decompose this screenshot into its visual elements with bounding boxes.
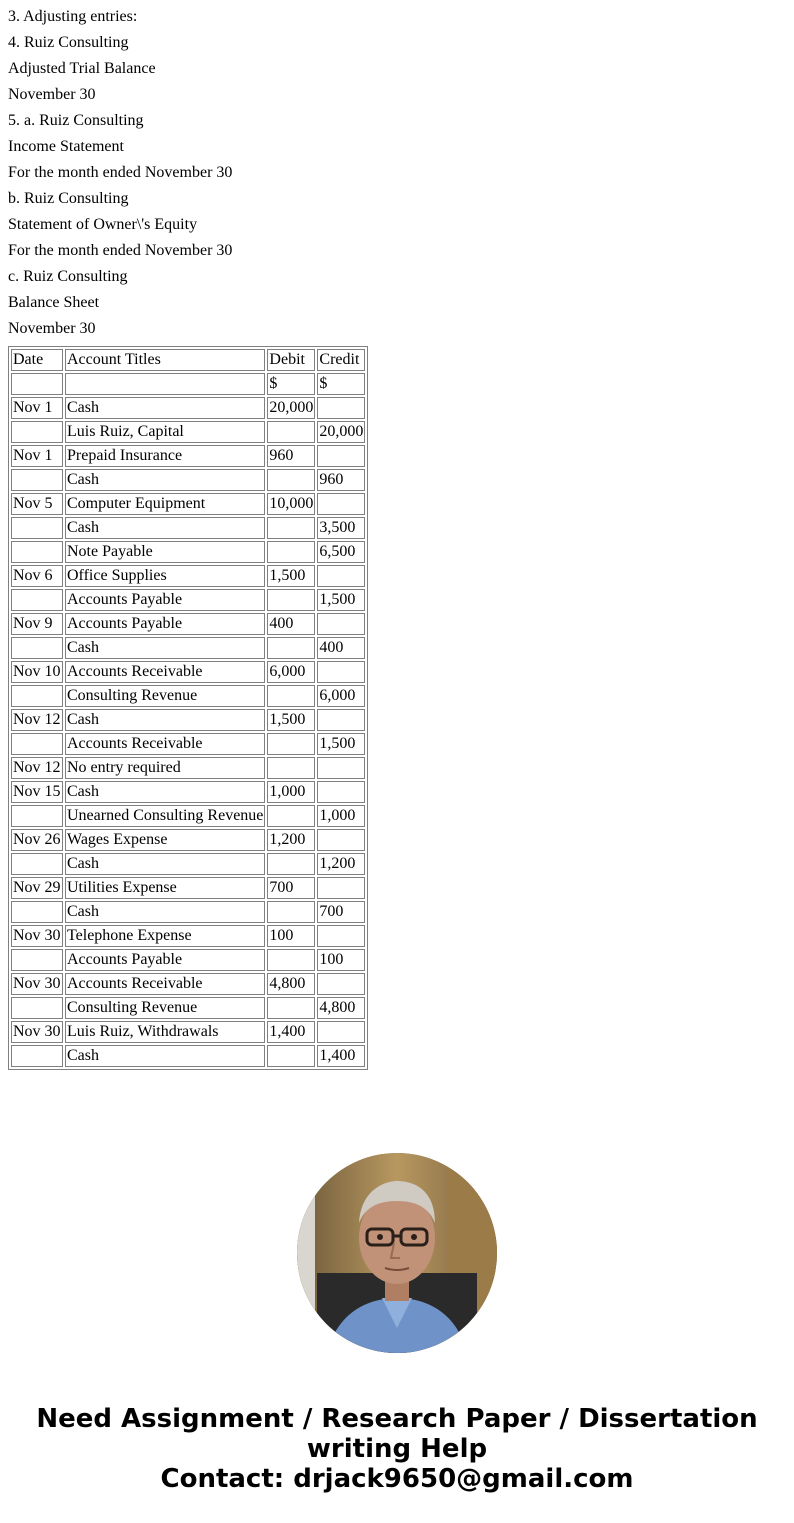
- heading-line: Balance Sheet: [8, 294, 100, 311]
- table-row: [11, 757, 365, 779]
- credit-cell: [317, 1021, 365, 1043]
- debit-cell: 20,000: [267, 397, 315, 419]
- date-cell: [11, 421, 63, 443]
- heading-line: 4. Ruiz Consulting: [8, 34, 129, 51]
- account-title-cell: Note Payable: [65, 541, 265, 563]
- account-title-cell: [65, 373, 265, 395]
- credit-cell: 6,000: [317, 685, 365, 707]
- account-title-cell: Prepaid Insurance: [65, 445, 265, 467]
- date-cell: Nov 26: [11, 829, 63, 851]
- debit-cell: 960: [267, 445, 315, 467]
- date-cell: [11, 733, 63, 755]
- heading-line: 5. a. Ruiz Consulting: [8, 112, 144, 129]
- credit-cell: $: [317, 373, 365, 395]
- account-title-cell: Utilities Expense: [65, 877, 265, 899]
- date-cell: [11, 685, 63, 707]
- credit-cell: [317, 661, 365, 683]
- heading-line: Statement of Owner\'s Equity: [8, 216, 198, 233]
- credit-cell: [317, 493, 365, 515]
- table-row: [11, 493, 365, 515]
- credit-cell: 1,400: [317, 1045, 365, 1067]
- account-title-cell: Accounts Receivable: [65, 733, 265, 755]
- credit-cell: 6,500: [317, 541, 365, 563]
- promo-line-1: Need Assignment / Research Paper / Dissertation: [36, 1404, 758, 1434]
- debit-cell: 10,000: [267, 493, 315, 515]
- credit-cell: [317, 829, 365, 851]
- debit-cell: [267, 1045, 315, 1067]
- credit-cell: [317, 757, 365, 779]
- date-cell: [11, 853, 63, 875]
- debit-cell: 4,800: [267, 973, 315, 995]
- credit-cell: 3,500: [317, 517, 365, 539]
- date-cell: Nov 1: [11, 445, 63, 467]
- debit-cell: [267, 853, 315, 875]
- credit-cell: 1,200: [317, 853, 365, 875]
- debit-cell: [267, 637, 315, 659]
- table-header-row: [11, 349, 365, 371]
- credit-cell: [317, 709, 365, 731]
- date-cell: Nov 5: [11, 493, 63, 515]
- debit-cell: [267, 805, 315, 827]
- account-title-cell: Accounts Receivable: [65, 661, 265, 683]
- credit-cell: 1,000: [317, 805, 365, 827]
- column-header: Debit: [267, 349, 315, 371]
- account-title-cell: Wages Expense: [65, 829, 265, 851]
- debit-cell: $: [267, 373, 315, 395]
- date-cell: Nov 6: [11, 565, 63, 587]
- table-row: [11, 469, 365, 491]
- debit-cell: [267, 469, 315, 491]
- table-row: [11, 709, 365, 731]
- promo-contact-line: Contact: drjack9650@gmail.com: [160, 1464, 634, 1494]
- credit-cell: 1,500: [317, 589, 365, 611]
- account-title-cell: Office Supplies: [65, 565, 265, 587]
- debit-cell: 1,200: [267, 829, 315, 851]
- date-cell: [11, 637, 63, 659]
- heading-line: c. Ruiz Consulting: [8, 268, 128, 285]
- account-title-cell: Accounts Payable: [65, 589, 265, 611]
- date-cell: [11, 805, 63, 827]
- credit-cell: [317, 565, 365, 587]
- document-body: [8, 0, 786, 1070]
- credit-cell: 20,000: [317, 421, 365, 443]
- table-row: [11, 589, 365, 611]
- table-row: [11, 541, 365, 563]
- date-cell: Nov 10: [11, 661, 63, 683]
- table-row: [11, 517, 365, 539]
- account-title-cell: Accounts Receivable: [65, 973, 265, 995]
- table-row: [11, 1021, 365, 1043]
- credit-cell: 700: [317, 901, 365, 923]
- heading-line: November 30: [8, 320, 96, 337]
- date-cell: Nov 9: [11, 613, 63, 635]
- credit-cell: [317, 445, 365, 467]
- table-row: [11, 565, 365, 587]
- author-avatar: [297, 1153, 497, 1353]
- account-title-cell: Computer Equipment: [65, 493, 265, 515]
- debit-cell: [267, 949, 315, 971]
- table-row: [11, 1045, 365, 1067]
- date-cell: Nov 1: [11, 397, 63, 419]
- table-row: [11, 877, 365, 899]
- column-header: Date: [11, 349, 63, 371]
- debit-cell: [267, 733, 315, 755]
- debit-cell: [267, 517, 315, 539]
- promo-line-2: writing Help: [306, 1434, 488, 1464]
- heading-line: 3. Adjusting entries:: [8, 8, 138, 25]
- date-cell: Nov 30: [11, 925, 63, 947]
- table-row: [11, 949, 365, 971]
- table-row: [11, 661, 365, 683]
- account-title-cell: No entry required: [65, 757, 265, 779]
- column-header: Credit: [317, 349, 365, 371]
- debit-cell: [267, 901, 315, 923]
- table-row: [11, 997, 365, 1019]
- account-title-cell: Cash: [65, 397, 265, 419]
- credit-cell: [317, 781, 365, 803]
- account-title-cell: Cash: [65, 637, 265, 659]
- account-title-cell: Cash: [65, 901, 265, 923]
- debit-cell: [267, 541, 315, 563]
- promo-banner: [0, 1404, 794, 1494]
- account-title-cell: Accounts Payable: [65, 613, 265, 635]
- table-row: [11, 445, 365, 467]
- debit-cell: 700: [267, 877, 315, 899]
- heading-line: Adjusted Trial Balance: [8, 60, 156, 77]
- date-cell: [11, 541, 63, 563]
- date-cell: [11, 589, 63, 611]
- date-cell: Nov 12: [11, 709, 63, 731]
- credit-cell: [317, 613, 365, 635]
- debit-cell: 1,500: [267, 565, 315, 587]
- date-cell: [11, 1045, 63, 1067]
- date-cell: [11, 469, 63, 491]
- account-title-cell: Luis Ruiz, Withdrawals: [65, 1021, 265, 1043]
- journal-entries-table: [8, 346, 368, 1070]
- date-cell: Nov 30: [11, 973, 63, 995]
- account-title-cell: Luis Ruiz, Capital: [65, 421, 265, 443]
- account-title-cell: Cash: [65, 469, 265, 491]
- heading-line: b. Ruiz Consulting: [8, 190, 129, 207]
- table-row: [11, 373, 365, 395]
- heading-line: November 30: [8, 86, 96, 103]
- heading-line: For the month ended November 30: [8, 242, 233, 259]
- date-cell: [11, 949, 63, 971]
- credit-cell: [317, 877, 365, 899]
- table-row: [11, 613, 365, 635]
- table-row: [11, 397, 365, 419]
- debit-cell: 1,400: [267, 1021, 315, 1043]
- account-title-cell: Consulting Revenue: [65, 685, 265, 707]
- table-row: [11, 829, 365, 851]
- account-title-cell: Cash: [65, 853, 265, 875]
- debit-cell: [267, 421, 315, 443]
- account-title-cell: Cash: [65, 517, 265, 539]
- account-title-cell: Cash: [65, 781, 265, 803]
- heading-line: Income Statement: [8, 138, 124, 155]
- table-row: [11, 805, 365, 827]
- date-cell: Nov 30: [11, 1021, 63, 1043]
- table-row: [11, 925, 365, 947]
- table-row: [11, 901, 365, 923]
- account-title-cell: Accounts Payable: [65, 949, 265, 971]
- account-title-cell: Cash: [65, 1045, 265, 1067]
- table-row: [11, 781, 365, 803]
- credit-cell: 4,800: [317, 997, 365, 1019]
- debit-cell: 1,500: [267, 709, 315, 731]
- heading-block: [8, 8, 786, 338]
- account-title-cell: Unearned Consulting Revenue: [65, 805, 265, 827]
- debit-cell: 400: [267, 613, 315, 635]
- column-header: Account Titles: [65, 349, 265, 371]
- credit-cell: 400: [317, 637, 365, 659]
- date-cell: Nov 12: [11, 757, 63, 779]
- debit-cell: [267, 997, 315, 1019]
- date-cell: [11, 901, 63, 923]
- debit-cell: [267, 757, 315, 779]
- table-row: [11, 973, 365, 995]
- heading-line: For the month ended November 30: [8, 164, 233, 181]
- table-row: [11, 853, 365, 875]
- credit-cell: 100: [317, 949, 365, 971]
- avatar-portrait-image: [297, 1153, 497, 1353]
- date-cell: [11, 517, 63, 539]
- credit-cell: 960: [317, 469, 365, 491]
- credit-cell: 1,500: [317, 733, 365, 755]
- debit-cell: 1,000: [267, 781, 315, 803]
- debit-cell: 100: [267, 925, 315, 947]
- table-row: [11, 421, 365, 443]
- credit-cell: [317, 397, 365, 419]
- date-cell: Nov 29: [11, 877, 63, 899]
- date-cell: Nov 15: [11, 781, 63, 803]
- account-title-cell: Telephone Expense: [65, 925, 265, 947]
- table-row: [11, 733, 365, 755]
- credit-cell: [317, 925, 365, 947]
- debit-cell: [267, 589, 315, 611]
- account-title-cell: Consulting Revenue: [65, 997, 265, 1019]
- date-cell: [11, 997, 63, 1019]
- table-row: [11, 637, 365, 659]
- debit-cell: 6,000: [267, 661, 315, 683]
- account-title-cell: Cash: [65, 709, 265, 731]
- table-row: [11, 685, 365, 707]
- date-cell: [11, 373, 63, 395]
- credit-cell: [317, 973, 365, 995]
- debit-cell: [267, 685, 315, 707]
